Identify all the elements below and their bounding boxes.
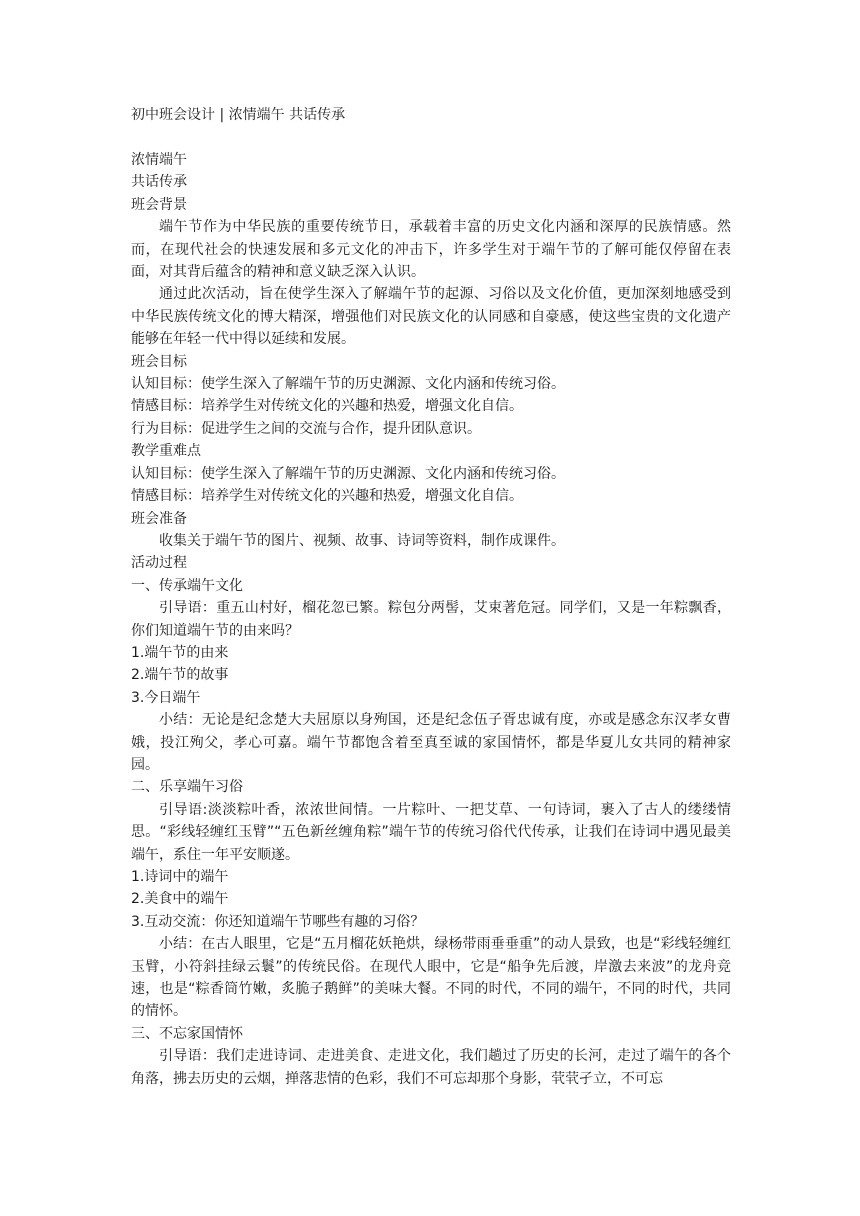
- document-page: [131, 104, 731, 1090]
- text-line: 三、不忘家国情怀: [131, 1025, 243, 1042]
- text-line: 2.端午节的故事: [131, 667, 229, 684]
- text-line: 认知目标：使学生深入了解端午节的历史渊源、文化内涵和传统习俗。: [131, 465, 565, 482]
- paragraph: 引导语：我们走进诗词、走进美食、走进文化，我们趟过了历史的长河，走过了端午的各个角落，拂去历史的云烟，掸落悲情的色彩，我们不可忘却那个身影，茕茕孑立，不可忘: [131, 1048, 731, 1087]
- paragraph: 通过此次活动，旨在使学生深入了解端午节的起源、习俗以及文化价值，更加深刻地感受到中华民族传统文化的博大精深，增强他们对民族文化的认同感和自豪感，使这些宝贵的文化遗产能够在年轻一代中得以延续和发展。: [131, 286, 731, 348]
- paragraph: 引导语:淡淡粽叶香，浓浓世间情。一片粽叶、一把艾草、一句诗词，裹入了古人的缕缕情思。“彩线轻缠红玉臂”“五色新丝缠角粽”端午节的传统习俗代代传承，让我们在诗词中遇见最美端午，系住一年平安顺遂。: [131, 801, 731, 863]
- text-line: 班会准备: [131, 510, 187, 527]
- text-line: 教学重难点: [131, 443, 201, 460]
- text-line: 活动过程: [131, 555, 187, 572]
- text-line: 1.端午节的由来: [131, 644, 229, 661]
- document-header: 初中班会设计 | 浓情端午 共话传承: [131, 107, 346, 123]
- text-line: 班会目标: [131, 353, 187, 370]
- document-body: [131, 149, 731, 1090]
- text-line: 浓情端午: [131, 152, 187, 168]
- paragraph: 收集关于端午节的图片、视频、故事、诗词等资料，制作成课件。: [159, 532, 565, 549]
- text-line: 共话传承: [131, 174, 187, 191]
- text-line: 情感目标：培养学生对传统文化的兴趣和热爱，增强文化自信。: [131, 488, 523, 505]
- text-line: 3.今日端午: [131, 689, 201, 706]
- text-line: 认知目标：使学生深入了解端午节的历史渊源、文化内涵和传统习俗。: [131, 376, 565, 393]
- text-line: 3.互动交流：你还知道端午节哪些有趣的习俗？: [131, 913, 425, 930]
- text-line: 一、传承端午文化: [131, 577, 243, 594]
- paragraph: 端午节作为中华民族的重要传统节日，承载着丰富的历史文化内涵和深厚的民族情感。然而，在现代社会的快速发展和多元文化的冲击下，许多学生对于端午节的了解可能仅停留在表面，对其背后蕴含的精神和意义缺乏深入认识。: [131, 219, 731, 281]
- text-line: 1.诗词中的端午: [131, 869, 229, 885]
- text-line: 2.美食中的端午: [131, 891, 229, 908]
- paragraph: 引导语：重五山村好，榴花忽已繁。粽包分两髻，艾束著危冠。同学们，又是一年粽飘香，你们知道端午节的由来吗？: [131, 600, 731, 639]
- text-line: 二、乐享端午习俗: [131, 779, 243, 796]
- paragraph: 小结：无论是纪念楚大夫屈原以身殉国，还是纪念伍子胥忠诚有度，亦或是感念东汉孝女曹娥，投江殉父，孝心可嘉。端午节都饱含着至真至诚的家国情怀，都是华夏儿女共同的精神家园。: [131, 712, 731, 773]
- paragraph: 小结：在古人眼里，它是“五月榴花妖艳烘，绿杨带雨垂垂重”的动人景致，也是“彩线轻缠红玉臂，小符斜挂绿云鬟”的传统民俗。在现代人眼中，它是“船争先后渡，岸激去来波”的龙舟竞速，也是“粽香筒竹嫩，炙脆子鹅鲜”的美味大餐。不同的时代，不同的端午，不同的时代，共同的情怀。: [131, 936, 731, 1020]
- text-line: 行为目标：促进学生之间的交流与合作，提升团队意识。: [131, 420, 481, 437]
- text-line: 情感目标：培养学生对传统文化的兴趣和热爱，增强文化自信。: [131, 398, 523, 415]
- text-line: 班会背景: [131, 196, 187, 213]
